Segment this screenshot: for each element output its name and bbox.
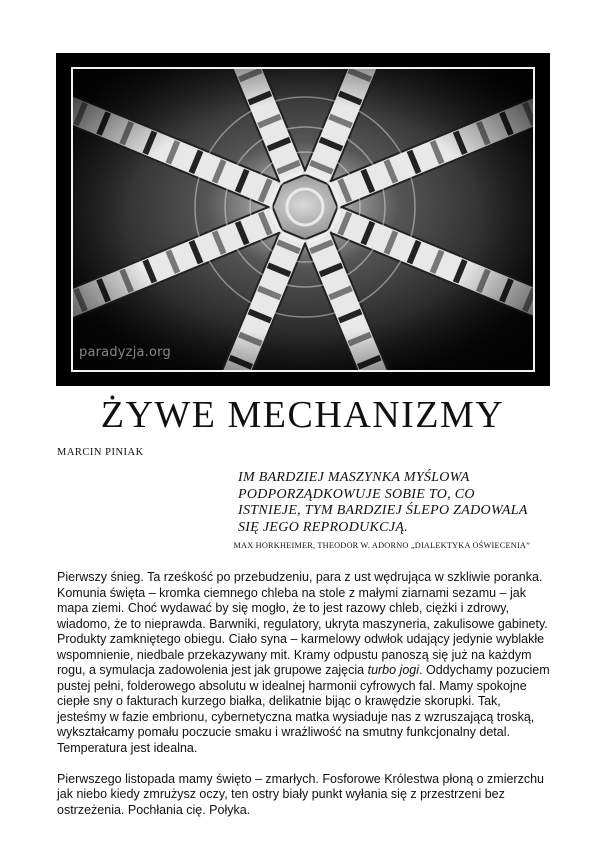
particle-detector-illustration xyxy=(73,69,533,370)
header-photo xyxy=(71,67,535,372)
italic-term: turbo jogi xyxy=(367,663,420,677)
epigraph-attribution: MAX HORKHEIMER, THEODOR W. ADORNO „DIALEKTYKA OŚWIECENIA” xyxy=(233,541,530,550)
header-photo-frame xyxy=(56,53,550,386)
page-title: ŻYWE MECHANIZMY xyxy=(100,394,505,436)
article-body xyxy=(57,570,552,834)
epigraph-quote: IM BARDZIEJ MASZYNKA MYŚLOWA PODPORZĄDKOWUJE SOBIE TO, CO ISTNIEJE, TYM BARDZIEJ ŚLEPO ZADOWALA SIĘ JEGO REPRODUKCJĄ. xyxy=(238,470,528,535)
photo-watermark: paradyzja.org xyxy=(79,345,171,360)
paragraph-1: Pierwszy śnieg. Ta rześkość po przebudzeniu, para z ust wędrująca w szkliwie poranka. Komunia święta – kromka ciemnego chleba na stole z małymi ziarnami sezamu – jak mapa ziemi. Choć wydawać by się mogło, że to jest razowy chleb, ciężki i zdrowy, wiadomo, że to nieprawda. Barwniki, regulatory, ukryta maszyneria, zakulisowe gabinety. Produkty zamkniętego obiegu. Ciało syna – karmelowy odwłok udający jedynie wyblakłe wspomnienie, niedbale przekazywany mit. Kramy odpustu panoszą się już na każdym rogu, a symulacja zadowolenia jest jak grupowe zajęcia turbo jogi. Oddychamy pozuciem pustej pełni, folderowego absolutu w idealnej harmonii cyfrowych fal. Mamy spokojne ciepłe sny o fakturach kurzego białka, delikatnie bijąc o krawędzie skorupki. Tak, jesteśmy w fazie embrionu, cybernetyczna matka wysiaduje nas z wzruszającą troską, wykształcamy pomału poczucie smaku i wrażliwość na smutny funkcjonalny detal. Temperatura jest idealna. xyxy=(57,570,550,755)
paragraph-2: Pierwszego listopada mamy święto – zmarłych. Fosforowe Królestwa płoną o zmierzchu jak niebo kiedy zmrużysz oczy, ten ostry biały punkt wyłania się z przestrzeni bez ostrzeżenia. Pochłania cię. Połyka. xyxy=(57,771,544,817)
author-name: MARCIN PINIAK xyxy=(57,447,144,458)
